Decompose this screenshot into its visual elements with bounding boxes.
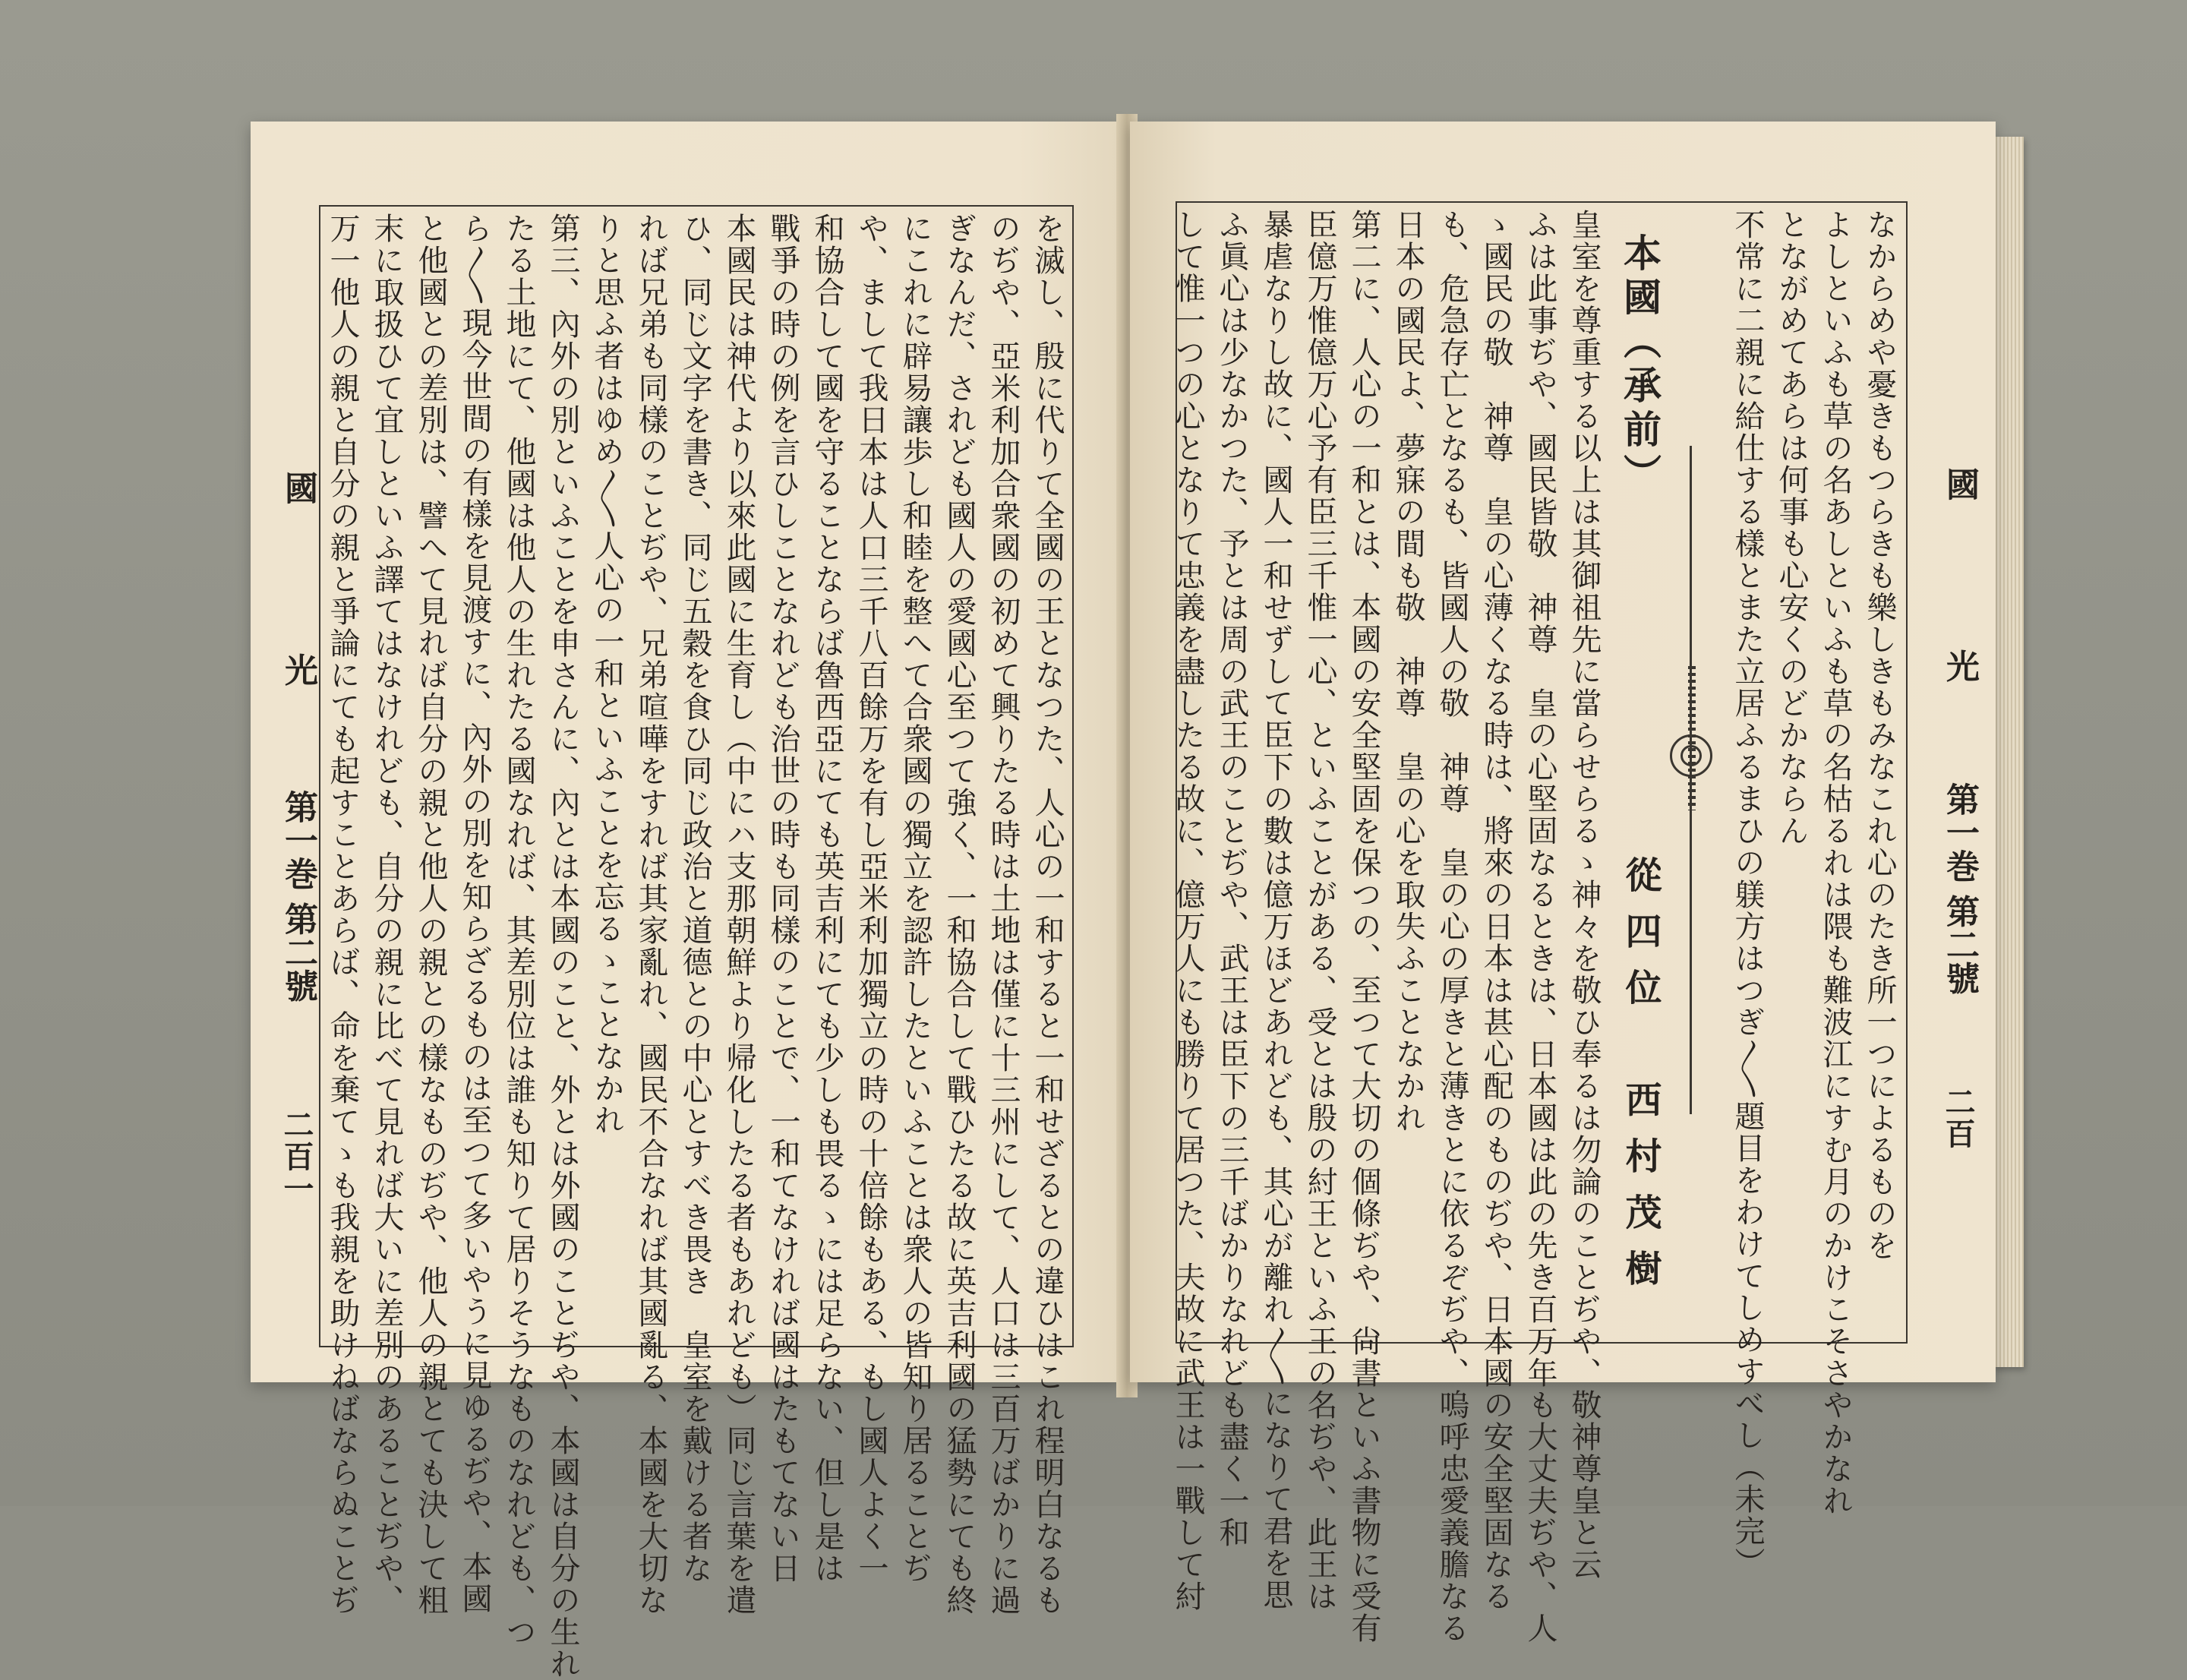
- left-text-frame: [319, 205, 1074, 1680]
- right-runhead-title: 國 光: [1940, 467, 1979, 751]
- right-col-7: 臣億万惟億万心予有臣三千惟一心、といふことがある、受とは殷の紂王といふ王の名ぢや、此王は: [1302, 209, 1337, 1612]
- left-col-10: れば兄弟も同樣のことぢや、兄弟喧嘩をすれば其家亂れ、國民不合なれば其國亂る、本國を大切な: [633, 213, 668, 1616]
- right-runhead-volume-wrap: [1935, 782, 1983, 994]
- poem-line-4: 不常に二親に給仕する樣とまた立居ふるまひの躾方はつぎ〳〵題目をわけてしめすべし（未完）: [1730, 209, 1765, 1579]
- poem-block: [1712, 209, 1901, 1579]
- poem-line-3: とながめてあらは何事も心安くのどかならん: [1774, 209, 1809, 847]
- left-page: [251, 122, 1124, 1680]
- left-runhead-volume-wrap: [273, 790, 322, 1002]
- left-col-16: 末に取扱ひて宜しといふ譯てはなけれども、自分の親に比べて見れば大いに差別のあることぢや、: [369, 213, 404, 1616]
- left-col-14: ら〳〵現今世間の有樣を見渡すに、內外の別を知らざるものは至つて多いやうに見ゆるぢや、本國: [457, 213, 492, 1615]
- right-col-8: 暴虐なりし故に、國人一和せずして臣下の數は億万ほどあれども、其心が離れ〳〵になりて君を思: [1258, 209, 1293, 1611]
- right-col-10: して惟一つの心となりて忠義を盡したる故に、億万人にも勝りて居つた、夫故に武王は一戰して紂: [1170, 209, 1205, 1612]
- left-col-8: 本國民は神代より以來此國に生育し（中にハ支那朝鮮より帰化したる者もあれども）同じ言葉を遣: [721, 213, 756, 1616]
- page-edges: [1993, 137, 2024, 1367]
- left-col-13: たる土地にて、他國は他人の生れたる國なれば、其差別位は誰も知りて居りそうなものなれども、つ: [501, 213, 536, 1648]
- article-title: 本國（承前）: [1617, 233, 1662, 497]
- poem-line-1: なからめや憂きもつらきも樂しきもみなこれ心のたき所一つによるものを: [1862, 209, 1897, 1262]
- right-col-1: 皇室を尊重する以上は其御祖先に當らせらるゝ神々を敬ひ奉るは勿論のことぢや、敬神尊皇と云: [1567, 209, 1602, 1581]
- left-runhead-title: 國 光: [279, 471, 317, 755]
- left-col-3: ぎなんだ、されども國人の愛國心至つて強く、一和協合して戰ひたる故に英吉利國の猛勢にても終: [942, 213, 977, 1616]
- right-col-3: ゝ國民の敬 神尊 皇の心薄くなる時は、將來の日本は甚心配のものぢや、日本國の安全堅固なる: [1479, 209, 1513, 1612]
- left-col-1: を滅し、殷に代りて全國の王となつた、人心の一和すると一和せざるとの違ひはこれ程明白なるも: [1030, 213, 1065, 1616]
- left-col-7: 戰爭の時の例を言ひしことなれども治世の時も同樣のことで、一和てなければ國はたもてない日: [765, 213, 800, 1584]
- right-text-frame: [1170, 201, 1908, 1644]
- left-col-12: 第三、內外の別といふことを申さんに、內とは本國のこと、外とは外國のことぢや、本國は自分の生れ: [545, 213, 580, 1680]
- left-col-17: 万一他人の親と自分の親と爭論にても起すことあらば、命を棄てゝも我親を助けねばならぬことぢ: [325, 213, 360, 1616]
- left-col-6: 和協合して國を守ることならば魯西亞にても英吉利にても少しも畏るゝには足らない、但し是は: [809, 213, 844, 1584]
- article-author: 從四位 西村茂樹: [1619, 856, 1662, 1306]
- right-col-6: 第二に、人心の一和とは、本國の安全堅固を保つの、至つて大切の個條ぢや、尙書といふ書物に受有: [1346, 209, 1381, 1644]
- right-page-number: 二百: [1940, 1086, 1976, 1150]
- section-ornament-icon: [1670, 734, 1712, 777]
- poem-line-2: よしといふも草の名あしといふも草の名枯るれは隈も難波江にすむ月のかけこそさやかなれ: [1818, 209, 1853, 1517]
- right-col-9: ふ眞心は少なかつた、予とは周の武王のことぢや、武王は臣下の三千ばかりなれども盡く一和: [1214, 209, 1249, 1549]
- left-col-4: にこれに辟易讓歩し和睦を整へて合衆國の獨立を認許したといふことは衆人の皆知り居ることぢ: [898, 213, 933, 1584]
- right-text-block: [1170, 209, 1606, 1644]
- left-col-11: りと思ふ者はゆめ〳〵人心の一和といふことを忘るゝことなかれ: [589, 213, 624, 1136]
- right-page: [1130, 122, 1996, 1644]
- open-book: [251, 114, 2020, 1680]
- left-runhead-volume: 第一巻 第二號: [279, 790, 317, 1003]
- left-col-9: ひ、同じ文字を書き、同じ五穀を食ひ同じ政治と道德との中心とすべき畏き 皇室を戴ける者な: [677, 213, 712, 1584]
- right-running-head: [1935, 467, 1983, 750]
- right-col-5: 日本の國民よ、夢寐の間も敬 神尊 皇の心を取失ふことなかれ: [1390, 209, 1425, 1134]
- right-col-4: も、危急存亡となるも、皆國人の敬 神尊 皇の心の厚きと薄きとに依るぞぢや、嗚呼忠愛義膽なる: [1434, 209, 1469, 1644]
- left-col-15: と他國との差別は、譬へて見れば自分の親と他人の親との樣なものぢや、他人の親とても決して粗: [413, 213, 448, 1616]
- right-col-2: ふは此事ぢや、國民皆敬 神尊 皇の心堅固なるときは、日本國は此の先き百万年も大丈夫ぢや、人: [1523, 209, 1557, 1644]
- right-runhead-volume: 第一巻 第二號: [1940, 782, 1979, 995]
- left-page-number: 二百一: [279, 1109, 314, 1205]
- left-col-2: のぢや、亞米利加合衆國の初めて興りたる時は土地は僅に十三州にして、人口は三百万ばかりに過: [986, 213, 1021, 1616]
- left-col-5: や、まして我日本は人口三千八百餘万を有し亞米利加獨立の時の十倍餘もある、もし國人よく一: [854, 213, 888, 1584]
- left-running-head: [273, 471, 322, 754]
- left-text-block: [323, 213, 1069, 1680]
